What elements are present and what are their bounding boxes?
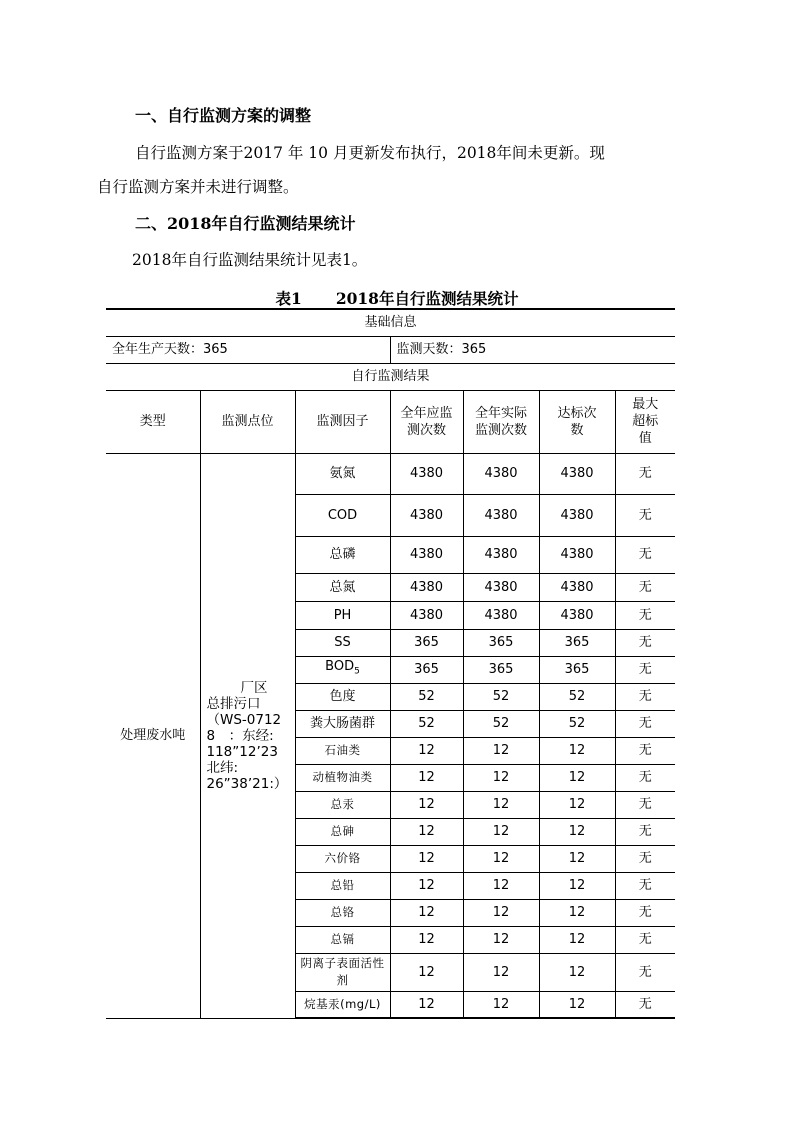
factor-cell (295, 737, 390, 764)
factor-name: 总氮 (329, 579, 356, 595)
max-exceed-cell: 无 (615, 926, 675, 953)
factor-name: 烷基汞(mg/L) (304, 996, 381, 1011)
max-exceed-cell: 无 (615, 845, 675, 872)
column-header-point: 监测点位 (200, 390, 295, 453)
compliant-count-cell: 365 (539, 629, 615, 656)
compliant-count-cell: 12 (539, 899, 615, 926)
compliant-count-cell: 12 (539, 737, 615, 764)
actual-count-cell: 52 (463, 710, 539, 737)
factor-cell (295, 683, 390, 710)
compliant-count-cell: 4380 (539, 536, 615, 573)
planned-count-cell: 12 (390, 791, 463, 818)
factor-cell (295, 899, 390, 926)
actual-count-cell: 365 (463, 656, 539, 683)
actual-count-cell: 12 (463, 845, 539, 872)
factor-name: 总铅 (330, 878, 355, 892)
planned-count-cell: 12 (390, 764, 463, 791)
max-exceed-cell: 无 (615, 818, 675, 845)
max-exceed-cell: 无 (615, 656, 675, 683)
planned-count-cell: 12 (390, 818, 463, 845)
actual-count-cell: 12 (463, 791, 539, 818)
column-header-type: 类型 (106, 390, 200, 453)
compliant-count-cell: 12 (539, 991, 615, 1018)
max-exceed-cell: 无 (615, 791, 675, 818)
monitoring-site-description: 总排污口 （WS-0712 8 ：东经: 118”12’23 北纬: 26”38’21:） (206, 695, 288, 792)
max-exceed-cell: 无 (615, 710, 675, 737)
planned-count-cell: 12 (390, 737, 463, 764)
actual-count-cell: 4380 (463, 453, 539, 494)
section-1-heading: 一、自行监测方案的调整 (135, 106, 312, 125)
actual-count-cell: 12 (463, 872, 539, 899)
compliant-count-cell: 12 (539, 845, 615, 872)
compliant-count-cell: 365 (539, 656, 615, 683)
actual-count-cell: 12 (463, 737, 539, 764)
planned-count-cell: 52 (390, 683, 463, 710)
compliant-count-cell: 4380 (539, 601, 615, 629)
planned-count-cell: 4380 (390, 494, 463, 536)
planned-count-cell: 4380 (390, 601, 463, 629)
section-2-paragraph: 2018年自行监测结果统计见表1。 (132, 251, 368, 269)
compliant-count-cell: 12 (539, 953, 615, 991)
factor-cell (295, 818, 390, 845)
max-exceed-cell: 无 (615, 573, 675, 601)
compliant-count-cell: 52 (539, 683, 615, 710)
planned-count-cell: 52 (390, 710, 463, 737)
factor-cell (295, 710, 390, 737)
actual-count-cell: 12 (463, 899, 539, 926)
factor-name: 六价铬 (324, 851, 361, 865)
section-1-paragraph-line-2: 自行监测方案并未进行调整。 (97, 178, 299, 196)
max-exceed-cell: 无 (615, 899, 675, 926)
results-header: 自行监测结果 (106, 363, 675, 390)
compliant-count-cell: 4380 (539, 494, 615, 536)
factor-name: 动植物油类 (312, 770, 373, 784)
factor-cell (295, 629, 390, 656)
max-exceed-cell: 无 (615, 536, 675, 573)
planned-count-cell: 12 (390, 926, 463, 953)
column-header-factor: 监测因子 (295, 390, 390, 453)
compliant-count-cell: 4380 (539, 453, 615, 494)
column-header-compliant: 达标次数 (539, 390, 615, 453)
table-caption-number: 表1 (275, 289, 302, 308)
factor-name: PH (333, 607, 352, 623)
planned-count-cell: 4380 (390, 573, 463, 601)
actual-count-cell: 365 (463, 629, 539, 656)
factor-name: 总铬 (330, 905, 355, 919)
max-exceed-cell: 无 (615, 629, 675, 656)
table-caption (0, 287, 794, 309)
factor-name: 总砷 (330, 824, 355, 838)
planned-count-cell: 12 (390, 899, 463, 926)
factor-cell (295, 926, 390, 953)
actual-count-cell: 4380 (463, 573, 539, 601)
compliant-count-cell: 12 (539, 791, 615, 818)
column-header-actual: 全年实际监测次数 (463, 390, 539, 453)
table-row (106, 453, 675, 494)
actual-count-cell: 12 (463, 764, 539, 791)
factor-cell (295, 845, 390, 872)
type-cell: 处理废水吨 (106, 453, 200, 1018)
planned-count-cell: 12 (390, 845, 463, 872)
factor-name: 石油类 (324, 743, 361, 757)
factor-name: 色度 (329, 689, 356, 704)
max-exceed-cell: 无 (615, 872, 675, 899)
factor-cell (295, 536, 390, 573)
factor-cell (295, 494, 390, 536)
compliant-count-cell: 12 (539, 926, 615, 953)
monitoring-site-line-1: 厂区 (240, 679, 268, 696)
factor-cell (295, 953, 390, 991)
section-1-paragraph-line-1: 自行监测方案于2017 年 10 月更新发布执行，2018年间未更新。现 (135, 144, 605, 162)
compliant-count-cell: 4380 (539, 573, 615, 601)
factor-name: SS (334, 635, 351, 650)
basic-info-header: 基础信息 (106, 309, 675, 336)
factor-cell (295, 601, 390, 629)
max-exceed-cell: 无 (615, 494, 675, 536)
actual-count-cell: 4380 (463, 601, 539, 629)
compliant-count-cell: 12 (539, 872, 615, 899)
column-header-max-exceed: 最大超标值 (615, 390, 675, 453)
factor-cell (295, 991, 390, 1018)
planned-count-cell: 12 (390, 953, 463, 991)
factor-name: 总镉 (330, 932, 355, 946)
factor-cell (295, 656, 390, 683)
factor-subscript: 5 (354, 666, 360, 677)
section-2-heading: 二、2018年自行监测结果统计 (135, 214, 356, 233)
actual-count-cell: 12 (463, 926, 539, 953)
actual-count-cell: 12 (463, 953, 539, 991)
max-exceed-cell: 无 (615, 764, 675, 791)
planned-count-cell: 4380 (390, 536, 463, 573)
factor-cell (295, 791, 390, 818)
compliant-count-cell: 12 (539, 818, 615, 845)
factor-name: 阴离子表面活性剂 (300, 956, 385, 987)
factor-cell (295, 573, 390, 601)
factor-name: 氨氮 (329, 466, 356, 481)
table-caption-title: 2018年自行监测结果统计 (335, 289, 519, 308)
factor-name: 总磷 (329, 547, 356, 562)
actual-count-cell: 52 (463, 683, 539, 710)
actual-count-cell: 4380 (463, 494, 539, 536)
factor-name: 粪大肠菌群 (309, 716, 375, 731)
max-exceed-cell: 无 (615, 953, 675, 991)
planned-count-cell: 12 (390, 872, 463, 899)
monitoring-site-cell (200, 453, 295, 1018)
monitor-days-cell: 监测天数：365 (390, 336, 675, 363)
factor-cell (295, 872, 390, 899)
column-header-planned: 全年应监测次数 (390, 390, 463, 453)
planned-count-cell: 12 (390, 991, 463, 1018)
factor-name: 总汞 (330, 797, 355, 811)
planned-count-cell: 365 (390, 656, 463, 683)
actual-count-cell: 12 (463, 818, 539, 845)
compliant-count-cell: 12 (539, 764, 615, 791)
actual-count-cell: 4380 (463, 536, 539, 573)
factor-name: BOD (325, 659, 355, 675)
max-exceed-cell: 无 (615, 683, 675, 710)
max-exceed-cell: 无 (615, 601, 675, 629)
factor-cell (295, 764, 390, 791)
monitoring-results-table (106, 308, 675, 1019)
max-exceed-cell: 无 (615, 453, 675, 494)
actual-count-cell: 12 (463, 991, 539, 1018)
compliant-count-cell: 52 (539, 710, 615, 737)
max-exceed-cell: 无 (615, 991, 675, 1018)
planned-count-cell: 4380 (390, 453, 463, 494)
max-exceed-cell: 无 (615, 737, 675, 764)
factor-cell (295, 453, 390, 494)
factor-name: COD (327, 507, 358, 523)
planned-count-cell: 365 (390, 629, 463, 656)
production-days-cell: 全年生产天数：365 (106, 336, 390, 363)
